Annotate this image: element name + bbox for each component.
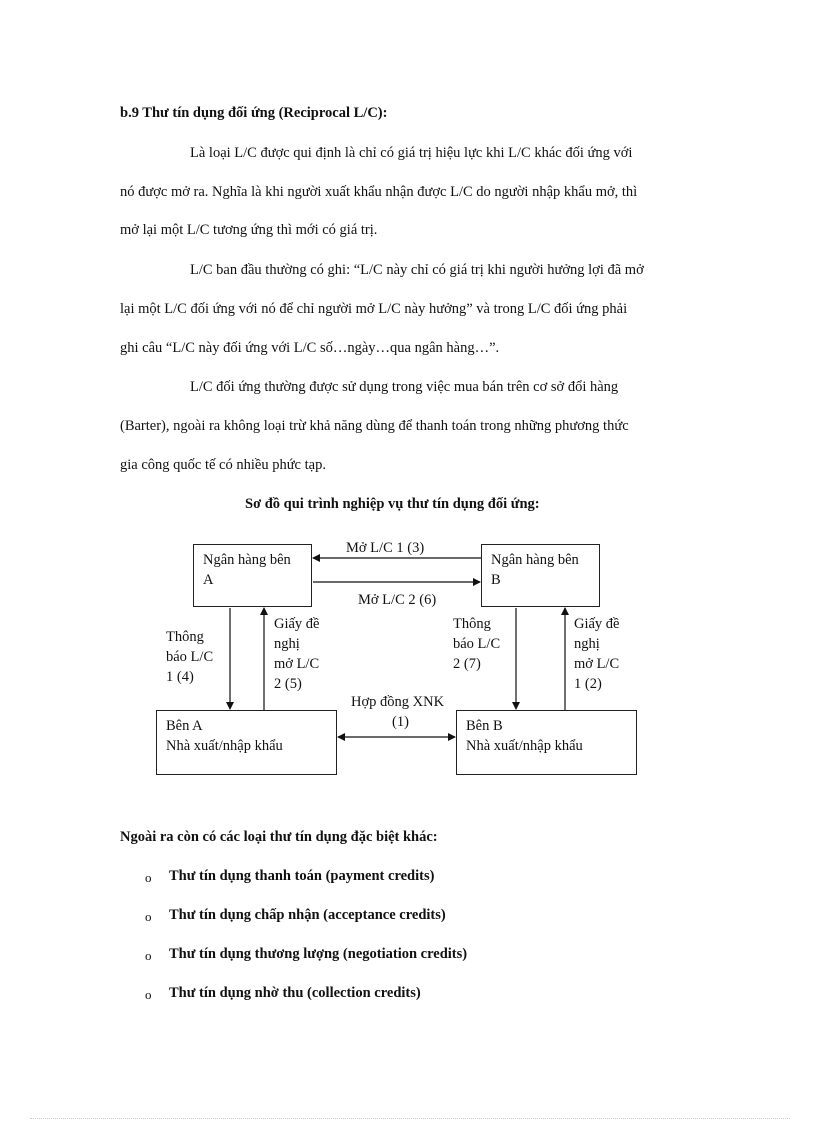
bullet-mark-1: o: [145, 870, 152, 885]
label-notify-a-1: Thông: [166, 629, 204, 645]
label-request-b-3: mở L/C: [574, 656, 620, 672]
party-a-line-2: Nhà xuất/nhập khẩu: [166, 738, 283, 754]
paragraph-2-line-2: lại một L/C đối ứng với nó để chỉ người mở L/C này hưởng” và trong L/C đối ứng phải: [120, 301, 628, 317]
label-request-b-2: nghị: [574, 636, 600, 652]
bullet-item-3: Thư tín dụng thương lượng (negotiation credits): [169, 946, 468, 962]
bullet-mark-3: o: [145, 948, 152, 963]
label-notify-b-2: báo L/C: [453, 636, 501, 652]
label-request-b-1: Giấy đề: [574, 616, 620, 632]
paragraph-1-line-2: nó được mở ra. Nghĩa là khi người xuất khẩu nhận được L/C do người nhập khẩu mở, thì: [120, 184, 638, 200]
party-a-line-1: Bên A: [166, 718, 203, 734]
bullet-item-4: Thư tín dụng nhờ thu (collection credits): [169, 985, 421, 1001]
label-notify-b-3: 2 (7): [453, 656, 481, 672]
label-contract-2: (1): [392, 714, 409, 730]
label-request-a-2: nghị: [274, 636, 300, 652]
bullet-mark-2: o: [145, 909, 152, 924]
label-request-a-1: Giấy đề: [274, 616, 320, 632]
other-types-heading: Ngoài ra còn có các loại thư tín dụng đặc biệt khác:: [120, 829, 438, 845]
paragraph-1-line-3: mở lại một L/C tương ứng thì mới có giá trị.: [120, 222, 378, 238]
bank-a-line-1: Ngân hàng bên: [203, 552, 291, 568]
paragraph-3-line-1: L/C đối ứng thường được sử dụng trong việc mua bán trên cơ sở đổi hàng: [190, 379, 619, 395]
label-open-lc1: Mở L/C 1 (3): [346, 540, 425, 556]
paragraph-3-line-3: gia công quốc tế có nhiều phức tạp.: [120, 457, 326, 473]
label-contract-1: Hợp đồng XNK: [351, 694, 445, 710]
label-request-a-4: 2 (5): [274, 676, 302, 692]
party-b-line-1: Bên B: [466, 718, 503, 734]
label-request-a-3: mở L/C: [274, 656, 320, 672]
label-notify-b-1: Thông: [453, 616, 491, 632]
paragraph-1-line-1: Là loại L/C được qui định là chỉ có giá trị hiệu lực khi L/C khác đối ứng với: [190, 145, 633, 161]
bullet-item-2: Thư tín dụng chấp nhận (acceptance credits): [169, 907, 446, 923]
label-open-lc2: Mở L/C 2 (6): [358, 592, 437, 608]
bullet-mark-4: o: [145, 987, 152, 1002]
diagram-title: Sơ đồ qui trình nghiệp vụ thư tín dụng đối ứng:: [245, 496, 540, 512]
label-notify-a-2: báo L/C: [166, 649, 214, 665]
party-b-line-2: Nhà xuất/nhập khẩu: [466, 738, 583, 754]
bank-b-line-2: B: [491, 572, 501, 588]
label-notify-a-3: 1 (4): [166, 669, 194, 685]
paragraph-2-line-3: ghi câu “L/C này đối ứng với L/C số…ngày…qua ngân hàng…”.: [120, 340, 500, 356]
label-request-b-4: 1 (2): [574, 676, 602, 692]
bullet-item-1: Thư tín dụng thanh toán (payment credits): [169, 868, 435, 884]
section-heading: b.9 Thư tín dụng đối ứng (Reciprocal L/C):: [120, 105, 388, 121]
bank-a-line-2: A: [203, 572, 214, 588]
bank-b-line-1: Ngân hàng bên: [491, 552, 579, 568]
paragraph-2-line-1: L/C ban đầu thường có ghi: “L/C này chỉ có giá trị khi người hưởng lợi đã mở: [190, 262, 644, 278]
page-bottom-rule: [30, 1118, 790, 1119]
paragraph-3-line-2: (Barter), ngoài ra không loại trừ khả năng dùng để thanh toán trong những phương thức: [120, 418, 629, 434]
